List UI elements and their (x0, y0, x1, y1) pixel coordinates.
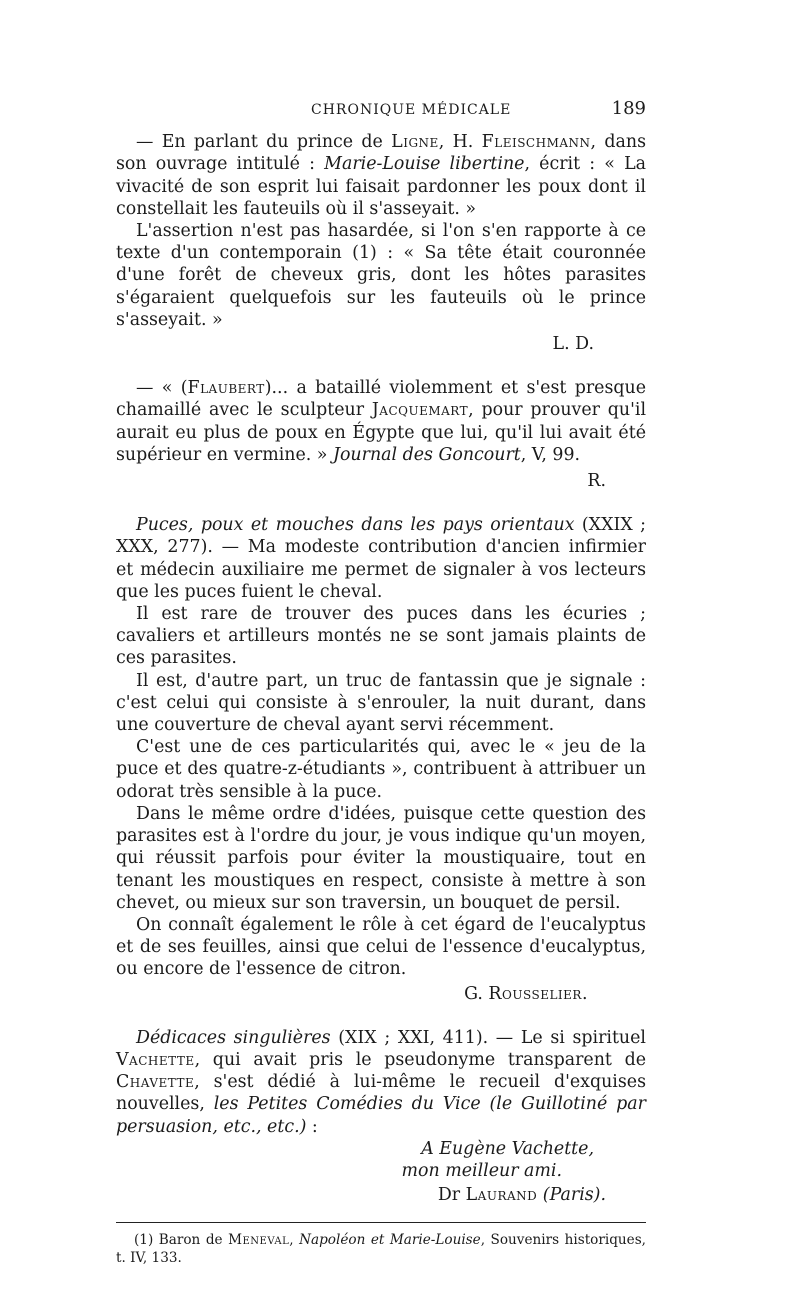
paragraph: Puces, poux et mouches dans les pays orientaux (XXIX ; XXX, 277). — Ma modeste contribution d'ancien infirmier et médecin auxiliaire me permet de signaler à vos lecteurs que les puces fuient le cheval. (116, 515, 646, 602)
book-title: les Petites Comédies du Vice (le Guillotiné par persuasion, etc., etc.) (116, 1094, 646, 1137)
person-name: Flaubert (187, 378, 265, 399)
signature: Dr Laurand (Paris). (437, 1185, 606, 1206)
paragraph: On connaît également le rôle à cet égard de l'eucalyptus et de ses feuilles, ainsi que celui de l'essence d'eucalyptus, ou encore de l'essence de citron. (116, 914, 646, 980)
signature: R. (587, 471, 606, 492)
paragraph: Dans le même ordre d'idées, puisque cette question des parasites est à l'ordre du jour, je vous indique qu'un moyen, qui réussit parfois pour éviter la moustiquaire, tout en tenant les moustiques en respect, consiste à mettre à son chevet, ou mieux sur son traversin, un bouquet de persil. (116, 803, 646, 913)
running-title: CHRONIQUE MÉDICALE (311, 102, 512, 118)
spacer (116, 492, 646, 514)
footnote: (1) Baron de Meneval, Napoléon et Marie-Louise, Souvenirs historiques, t. IV, 133. (116, 1232, 646, 1267)
person-name: Chavette (116, 1072, 195, 1093)
article-title: Dédicaces singulières (136, 1027, 331, 1048)
spacer (116, 355, 646, 377)
document-page (116, 98, 646, 1267)
paragraph: C'est une de ces particularités qui, avec le « jeu de la puce et des quatre-z-étudiants », contribuent à attribuer un odorat très sensible à la puce. (116, 737, 646, 802)
dedication-line: mon meilleur ami. (401, 1160, 562, 1181)
paragraph: L'assertion n'est pas hasardée, si l'on s'en rapporte à ce texte d'un contemporain (1) : « Sa tête était couronnée d'une forêt de cheveux gris, dont les hôtes parasites s'égaraient quelquefois sur les fauteuils où le prince s'asseyait. » (116, 221, 646, 330)
paragraph: — « (Flaubert)... a bataillé violemment et s'est presque chamaillé avec le sculpteur Jacquemart, pour prouver qu'il aurait eu plus de poux en Égypte que lui, qu'il lui avait été supérieur en vermine. » Journal des Goncourt, V, 99. (116, 378, 647, 465)
running-header (116, 98, 646, 121)
paragraph: Il est, d'autre part, un truc de fantassin que je signale : c'est celui qui consiste à s'enrouler, la nuit durant, dans une couverture de cheval ayant servi récemment. (116, 670, 646, 736)
paragraph: Dédicaces singulières (XIX ; XXI, 411). — Le si spirituel Vachette, qui avait pris le pseudonyme transparent de Chavette, s'est dédié à lui-même le recueil d'exquises nouvelles, les Petites Comédies du Vice (le Guillotiné par persuasion, etc., etc.) : (116, 1027, 646, 1137)
person-name: Fleischmann (481, 132, 591, 153)
paragraph: — En parlant du prince de Ligne, H. Fleischmann, dans son ouvrage intitulé : Marie-Louise libertine, écrit : « La vivacité de son esprit lui faisait pardonner les poux dont il constellait les fauteuils où il s'asseyait. » (116, 132, 647, 219)
book-title: Journal des Goncourt (332, 444, 521, 465)
footnote-divider (116, 1222, 646, 1223)
person-name: Jacquemart (371, 400, 469, 421)
person-name: Vachette (116, 1049, 195, 1070)
page-number: 189 (611, 98, 646, 119)
paragraph: Il est rare de trouver des puces dans les écuries ; cavaliers et artilleurs montés ne se sont jamais plaints de ces parasites. (116, 604, 646, 669)
book-title: Marie-Louise libertine (324, 154, 525, 175)
signature: L. D. (552, 334, 594, 355)
spacer (116, 1005, 646, 1027)
signature: G. Rousselier. (464, 983, 588, 1004)
person-name: Ligne (391, 132, 439, 153)
article-title: Puces, poux et mouches dans les pays orientaux (136, 515, 575, 536)
dedication-line: A Eugène Vachette, (421, 1138, 594, 1159)
